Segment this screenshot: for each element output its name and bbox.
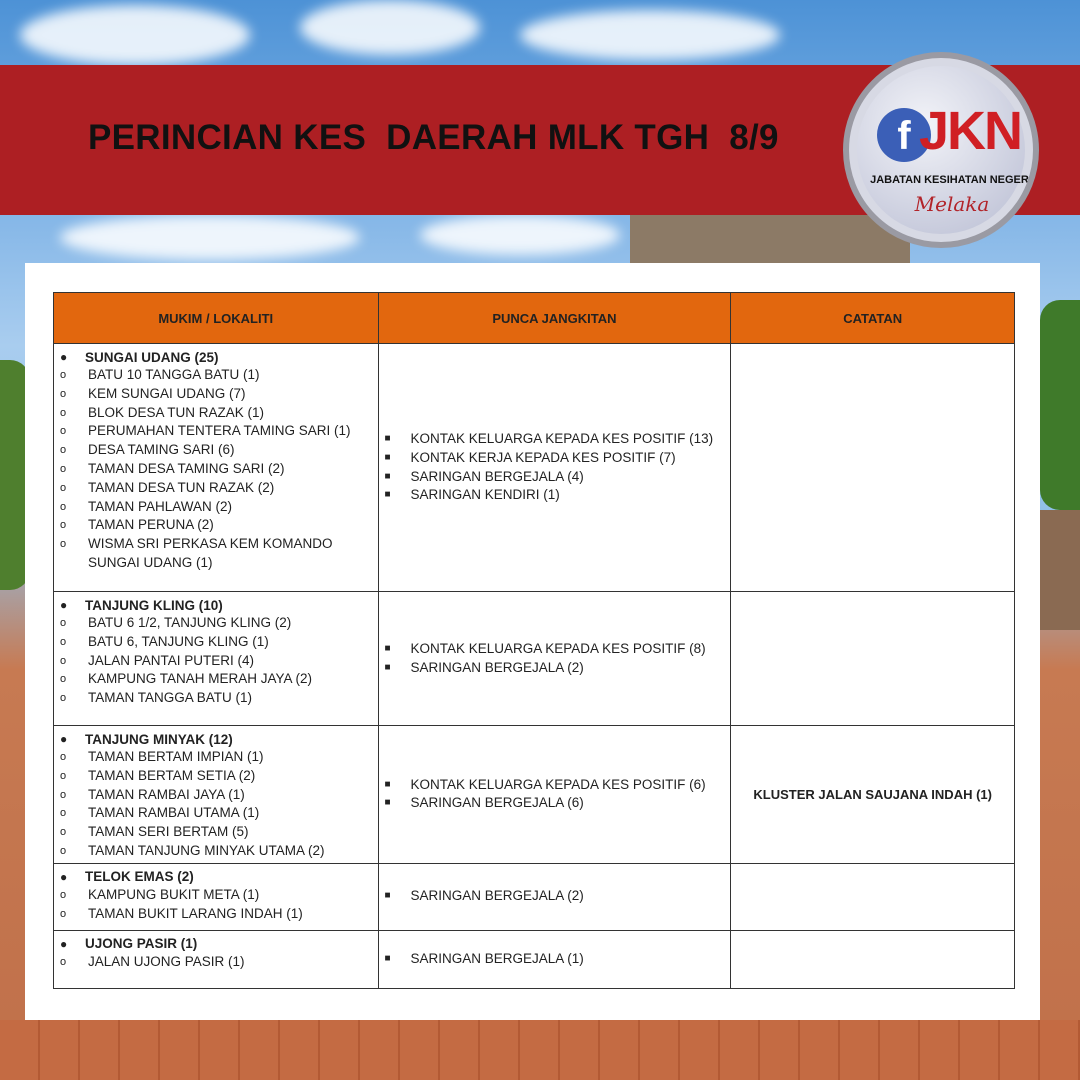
table-row [54, 592, 1015, 726]
table-row [54, 344, 1015, 592]
table-row [54, 726, 1015, 864]
catatan-cell [731, 863, 1015, 930]
locality-item [60, 498, 372, 517]
cloud [20, 5, 250, 65]
punca-cell [378, 592, 731, 726]
square-bullet-icon: ■ [384, 432, 391, 444]
brick-ground [0, 1020, 1080, 1080]
locality-label: TAMAN BUKIT LARANG INDAH (1) [88, 905, 303, 921]
locality-item [60, 786, 372, 805]
mukim-heading [60, 348, 372, 366]
punca-item [385, 794, 725, 813]
punca-label: SARINGAN BERGEJALA (2) [410, 888, 584, 904]
circle-bullet-icon: o [60, 955, 67, 968]
punca-label: SARINGAN BERGEJALA (4) [410, 468, 584, 484]
circle-bullet-icon: o [60, 888, 67, 901]
mukim-name: TANJUNG MINYAK (12) [85, 731, 233, 747]
tree-right [1040, 300, 1080, 510]
punca-cell [378, 863, 731, 930]
locality-label: TAMAN BERTAM IMPIAN (1) [88, 749, 264, 764]
locality-label: TAMAN RAMBAI UTAMA (1) [88, 805, 260, 821]
catatan-cell: KLUSTER JALAN SAUJANA INDAH (1) [731, 726, 1015, 864]
logo-inner [857, 66, 1032, 234]
logo-brand: JKN [919, 101, 1022, 161]
punca-item [385, 950, 725, 969]
punca-cell [378, 930, 731, 988]
locality-label: TAMAN BERTAM SETIA (2) [88, 767, 256, 783]
column-header-catatan: CATATAN [731, 293, 1015, 344]
locality-item [60, 953, 372, 972]
locality-item [60, 441, 372, 460]
locality-item [60, 614, 372, 633]
locality-item [60, 804, 372, 823]
square-bullet-icon: ■ [384, 952, 391, 964]
circle-bullet-icon: o [60, 617, 67, 629]
locality-label: PERUMAHAN TENTERA TAMING SARI (1) [88, 423, 351, 439]
locality-label: KAMPUNG TANAH MERAH JAYA (2) [88, 671, 313, 687]
cloud [300, 0, 480, 55]
circle-bullet-icon: o [60, 444, 67, 457]
square-bullet-icon: ■ [384, 642, 391, 654]
circle-bullet-icon: o [60, 425, 67, 438]
square-bullet-icon: ■ [384, 489, 391, 501]
locality-label: BLOK DESA TUN RAZAK (1) [88, 404, 265, 420]
punca-item [385, 640, 725, 659]
locality-label: TAMAN PERUNA (2) [88, 517, 214, 533]
locality-item [60, 652, 372, 671]
mukim-name: SUNGAI UDANG (25) [85, 349, 219, 365]
punca-label: KONTAK KELUARGA KEPADA KES POSITIF (13) [410, 430, 714, 446]
bullet-icon: ● [60, 869, 68, 884]
mukim-name: UJONG PASIR (1) [85, 936, 198, 952]
locality-item [60, 670, 372, 689]
locality-label: TAMAN PAHLAWAN (2) [88, 498, 233, 514]
locality-item [60, 823, 372, 842]
locality-item [60, 633, 372, 652]
circle-bullet-icon: o [60, 769, 67, 782]
locality-label: TAMAN SERI BERTAM (5) [88, 824, 249, 840]
table-row [54, 930, 1015, 988]
bullet-icon: ● [60, 732, 68, 746]
mukim-heading [60, 596, 372, 614]
mukim-heading [60, 868, 372, 886]
locality-item [60, 535, 372, 573]
locality-label: DESA TAMING SARI (6) [88, 442, 235, 458]
locality-label: BATU 6 1/2, TANJUNG KLING (2) [88, 615, 292, 630]
punca-label: KONTAK KELUARGA KEPADA KES POSITIF (6) [410, 776, 706, 792]
mukim-name: TELOK EMAS (2) [85, 869, 194, 885]
punca-cell [378, 344, 731, 592]
mukim-cell [54, 344, 379, 592]
jkn-logo [843, 52, 1039, 248]
locality-label: KEM SUNGAI UDANG (7) [88, 385, 246, 401]
mukim-cell [54, 592, 379, 726]
catatan-cell [731, 930, 1015, 988]
locality-item [60, 479, 372, 498]
locality-item [60, 460, 372, 479]
page-title: PERINCIAN KES DAERAH MLK TGH 8/9 [88, 118, 779, 157]
column-header-punca: PUNCA JANGKITAN [378, 293, 731, 344]
bullet-icon: ● [60, 936, 68, 951]
locality-label: TAMAN TANJUNG MINYAK UTAMA (2) [88, 842, 325, 858]
logo-subtitle: JABATAN KESIHATAN NEGERI [870, 174, 1032, 186]
mukim-cell [54, 726, 379, 864]
punca-item [385, 468, 725, 487]
locality-item [60, 404, 372, 423]
mukim-heading [60, 730, 372, 748]
circle-bullet-icon: o [60, 519, 67, 532]
punca-label: SARINGAN KENDIRI (1) [410, 487, 560, 503]
locality-item [60, 886, 372, 905]
locality-label: WISMA SRI PERKASA KEM KOMANDO SUNGAI UDANG (1) [88, 536, 333, 570]
locality-item [60, 689, 372, 708]
circle-bullet-icon: o [60, 673, 67, 686]
locality-item [60, 385, 372, 404]
punca-label: KONTAK KERJA KEPADA KES POSITIF (7) [410, 449, 676, 465]
locality-item [60, 422, 372, 441]
locality-item [60, 366, 372, 385]
circle-bullet-icon: o [60, 406, 67, 419]
circle-bullet-icon: o [60, 538, 67, 551]
circle-bullet-icon: o [60, 481, 67, 494]
punca-label: KONTAK KELUARGA KEPADA KES POSITIF (8) [410, 640, 706, 656]
cloud [60, 215, 360, 260]
table-header-row [54, 293, 1015, 344]
circle-bullet-icon: o [60, 692, 67, 705]
circle-bullet-icon: o [60, 807, 67, 820]
locality-label: TAMAN RAMBAI JAYA (1) [88, 786, 245, 802]
locality-label: TAMAN TANGGA BATU (1) [88, 690, 253, 706]
square-bullet-icon: ■ [384, 778, 391, 790]
square-bullet-icon: ■ [384, 890, 391, 902]
locality-item [60, 767, 372, 786]
circle-bullet-icon: o [60, 788, 67, 801]
square-bullet-icon: ■ [384, 451, 391, 463]
mukim-cell [54, 863, 379, 930]
mukim-heading [60, 935, 372, 953]
circle-bullet-icon: o [60, 462, 67, 475]
punca-item [385, 486, 725, 505]
punca-label: SARINGAN BERGEJALA (6) [410, 795, 584, 811]
catatan-cell [731, 592, 1015, 726]
table-body [54, 344, 1015, 989]
locality-label: JALAN PANTAI PUTERI (4) [88, 652, 255, 668]
locality-item [60, 516, 372, 535]
square-bullet-icon: ■ [384, 661, 391, 673]
locality-label: BATU 6, TANJUNG KLING (1) [88, 633, 269, 649]
mukim-name: TANJUNG KLING (10) [85, 597, 223, 613]
punca-item [385, 659, 725, 678]
locality-item [60, 842, 372, 861]
facebook-icon: f [877, 108, 931, 162]
wall-right [1038, 510, 1080, 630]
logo-state: Melaka [914, 192, 990, 216]
cloud [520, 10, 780, 60]
square-bullet-icon: ■ [384, 797, 391, 809]
circle-bullet-icon: o [60, 654, 67, 667]
table-row [54, 863, 1015, 930]
punca-item [385, 430, 725, 449]
locality-label: TAMAN DESA TAMING SARI (2) [88, 460, 285, 476]
circle-bullet-icon: o [60, 844, 67, 857]
punca-cell [378, 726, 731, 864]
punca-label: SARINGAN BERGEJALA (1) [410, 950, 584, 966]
square-bullet-icon: ■ [384, 470, 391, 482]
locality-label: BATU 10 TANGGA BATU (1) [88, 367, 260, 382]
locality-item [60, 748, 372, 767]
circle-bullet-icon: o [60, 369, 67, 381]
circle-bullet-icon: o [60, 387, 67, 400]
locality-item [60, 905, 372, 924]
punca-label: SARINGAN BERGEJALA (2) [410, 659, 584, 675]
mukim-cell [54, 930, 379, 988]
cloud [420, 215, 620, 255]
circle-bullet-icon: o [60, 826, 67, 839]
locality-label: KAMPUNG BUKIT META (1) [88, 886, 260, 902]
locality-label: TAMAN DESA TUN RAZAK (2) [88, 479, 275, 495]
locality-label: JALAN UJONG PASIR (1) [88, 953, 245, 969]
bullet-icon: ● [60, 350, 68, 364]
catatan-cell [731, 344, 1015, 592]
circle-bullet-icon: o [60, 907, 67, 920]
punca-item [385, 887, 725, 906]
bullet-icon: ● [60, 598, 68, 612]
circle-bullet-icon: o [60, 635, 67, 648]
circle-bullet-icon: o [60, 500, 67, 513]
punca-item [385, 449, 725, 468]
column-header-mukim: MUKIM / LOKALITI [54, 293, 379, 344]
case-table [53, 292, 1015, 989]
punca-item [385, 776, 725, 795]
circle-bullet-icon: o [60, 751, 67, 763]
